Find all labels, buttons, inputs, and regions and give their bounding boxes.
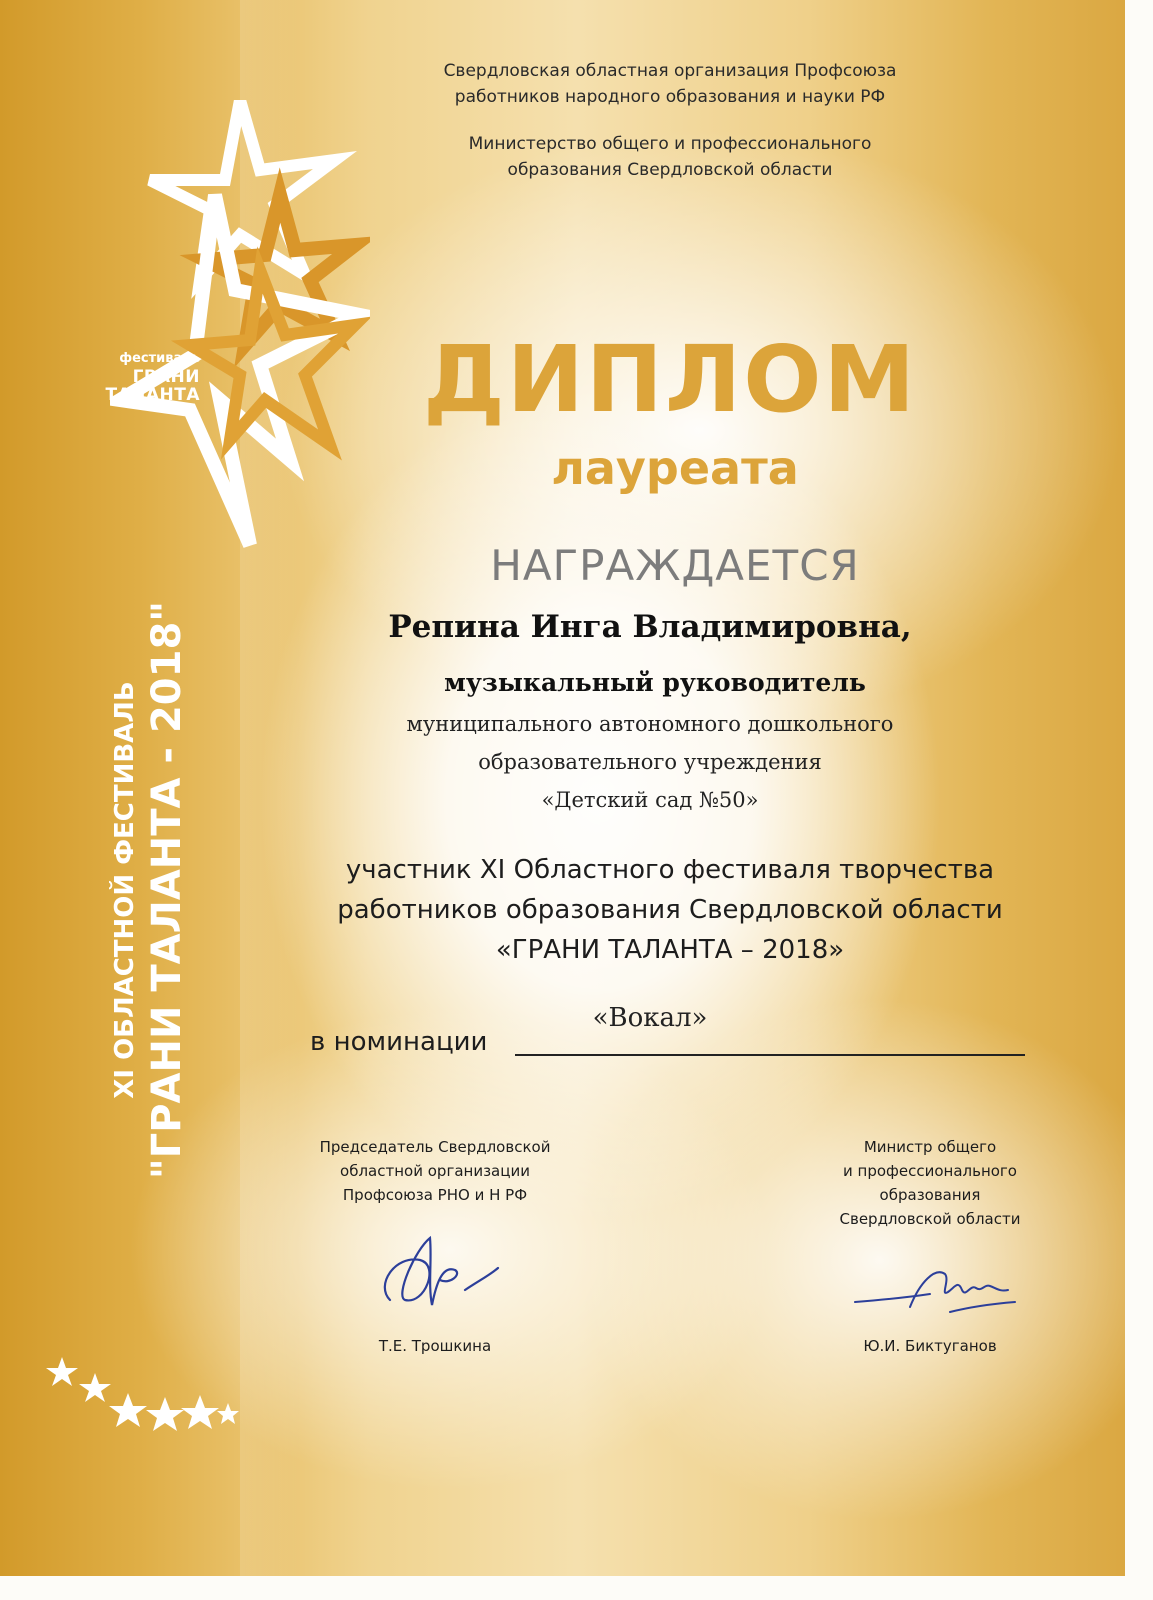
awarded-heading: НАГРАЖДАЕТСЯ xyxy=(490,541,860,590)
institution-line1: муниципального автономного дошкольного xyxy=(406,712,894,736)
scan-edge-right xyxy=(1125,0,1153,1600)
star-icon xyxy=(146,1397,184,1431)
scan-edge-bottom xyxy=(0,1576,1153,1600)
signatory-left-line2: областной организации xyxy=(340,1162,530,1180)
signatory-right-title xyxy=(820,1135,1040,1231)
signatory-right-line2: и профессионального xyxy=(843,1162,1017,1180)
recipient-name: Репина Инга Владимировна, xyxy=(388,609,912,645)
signature-left xyxy=(370,1230,530,1320)
signatory-left-title xyxy=(300,1135,570,1207)
bottom-stars-decoration xyxy=(40,1355,240,1445)
star-icon xyxy=(217,1403,239,1424)
participation-line3: «ГРАНИ ТАЛАНТА – 2018» xyxy=(495,935,845,965)
institution-line3: «Детский сад №50» xyxy=(541,788,759,812)
vertical-line2: "ГРАНИ ТАЛАНТА - 2018" xyxy=(144,600,190,1180)
diploma-subtitle: лауреата xyxy=(551,441,799,495)
vertical-line1: XI ОБЛАСТНОЙ ФЕСТИВАЛЬ xyxy=(110,681,140,1099)
signature-right xyxy=(850,1262,1020,1322)
signatory-left-line1: Председатель Свердловской xyxy=(319,1138,551,1156)
logo-line2: ТАЛАНТА xyxy=(105,385,200,405)
star-icon xyxy=(109,1393,147,1427)
signatory-left-line3: Профсоюза РНО и Н РФ xyxy=(342,1186,528,1204)
logo-small-text: фестиваль xyxy=(119,351,200,366)
organizer-ministry-line1: Министерство общего и профессионального xyxy=(468,134,872,154)
organizer-ministry xyxy=(400,131,940,183)
participation-line1: участник XI Областного фестиваля творчества xyxy=(345,855,995,885)
star-icon xyxy=(79,1373,111,1402)
star-icon xyxy=(46,1357,78,1386)
nomination-value: «Вокал» xyxy=(592,1003,708,1033)
logo-line1: ГРАНИ xyxy=(132,367,200,387)
signer-left-name: Т.Е. Трошкина xyxy=(378,1337,492,1355)
recipient-position: музыкальный руководитель xyxy=(444,668,866,697)
organizer-union xyxy=(400,58,940,110)
organizer-ministry-line2: образования Свердловской области xyxy=(507,160,833,180)
signatory-right-line4: Свердловской области xyxy=(839,1210,1021,1228)
festival-logo-text xyxy=(80,350,200,404)
signatory-right-line1: Министр общего xyxy=(863,1138,997,1156)
signer-right-name: Ю.И. Биктуганов xyxy=(863,1337,997,1355)
participation-line2: работников образования Свердловской области xyxy=(337,895,1003,925)
recipient-institution xyxy=(300,705,1000,819)
institution-line2: образовательного учреждения xyxy=(478,750,822,774)
nomination-underline xyxy=(515,1054,1025,1056)
diploma-title: ДИПЛОМ xyxy=(422,326,918,433)
nomination-label: в номинации xyxy=(310,1027,488,1057)
signatory-right-line3: образования xyxy=(879,1186,981,1204)
festival-participation xyxy=(280,850,1060,970)
festival-stars-logo xyxy=(110,100,370,550)
organizer-union-line2: работников народного образования и науки РФ xyxy=(454,87,886,107)
star-icon xyxy=(181,1395,219,1429)
organizer-union-line1: Свердловская областная организация Профсоюза xyxy=(443,61,897,81)
